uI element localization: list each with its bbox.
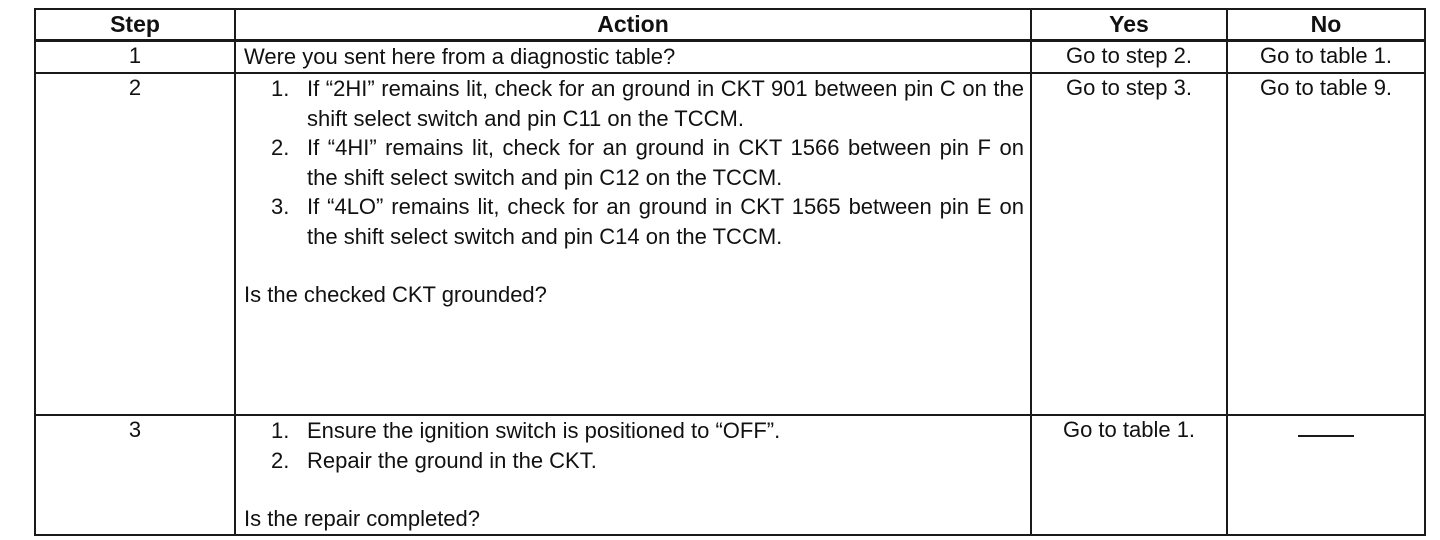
question-text: Is the repair completed? xyxy=(244,506,481,531)
list-item xyxy=(271,192,1024,251)
action-list xyxy=(244,74,1024,251)
action-cell: Were you sent here from a diagnostic table? xyxy=(235,41,1031,74)
item-number: 2. xyxy=(271,135,290,160)
yes-cell: Go to table 1. xyxy=(1031,415,1227,535)
yes-cell: Go to step 2. xyxy=(1031,41,1227,74)
list-item xyxy=(271,74,1024,133)
question-text: Is the checked CKT grounded? xyxy=(244,282,547,307)
step-number: 2 xyxy=(35,73,235,415)
table-row xyxy=(35,41,1425,74)
item-text: If “2HI” remains lit, check for an ground in CKT 901 between pin C on the shift select switch and pin C11 on the TCCM. xyxy=(307,76,1024,131)
blank-dash xyxy=(1298,417,1354,437)
list-item xyxy=(271,133,1024,192)
yes-header: Yes xyxy=(1031,9,1227,41)
yes-cell: Go to step 3. xyxy=(1031,73,1227,415)
item-text: If “4LO” remains lit, check for an ground in CKT 1565 between pin E on the shift select switch and pin C14 on the TCCM. xyxy=(307,194,1024,249)
step-number: 1 xyxy=(35,41,235,74)
spacer xyxy=(244,475,1024,504)
step-number: 3 xyxy=(35,415,235,535)
header-row xyxy=(35,9,1425,41)
no-header: No xyxy=(1227,9,1425,41)
item-text: If “4HI” remains lit, check for an ground in CKT 1566 between pin F on the shift select switch and pin C12 on the TCCM. xyxy=(307,135,1024,190)
step-header: Step xyxy=(35,9,235,41)
action-cell xyxy=(235,415,1031,535)
list-item xyxy=(271,416,1024,446)
no-cell: Go to table 1. xyxy=(1227,41,1425,74)
table-row xyxy=(35,73,1425,415)
action-header: Action xyxy=(235,9,1031,41)
no-cell: Go to table 9. xyxy=(1227,73,1425,415)
table-row xyxy=(35,415,1425,535)
diagnostic-table xyxy=(34,8,1426,536)
item-number: 3. xyxy=(271,194,290,219)
item-text: Ensure the ignition switch is positioned to “OFF”. xyxy=(307,418,781,443)
no-cell xyxy=(1227,415,1425,535)
action-list xyxy=(244,416,1024,475)
spacer xyxy=(244,251,1024,280)
item-number: 1. xyxy=(271,76,290,101)
action-cell xyxy=(235,73,1031,415)
list-item xyxy=(271,446,1024,476)
item-text: Repair the ground in the CKT. xyxy=(307,447,597,473)
item-number: 1. xyxy=(271,418,290,443)
item-number: 2. xyxy=(271,447,290,473)
